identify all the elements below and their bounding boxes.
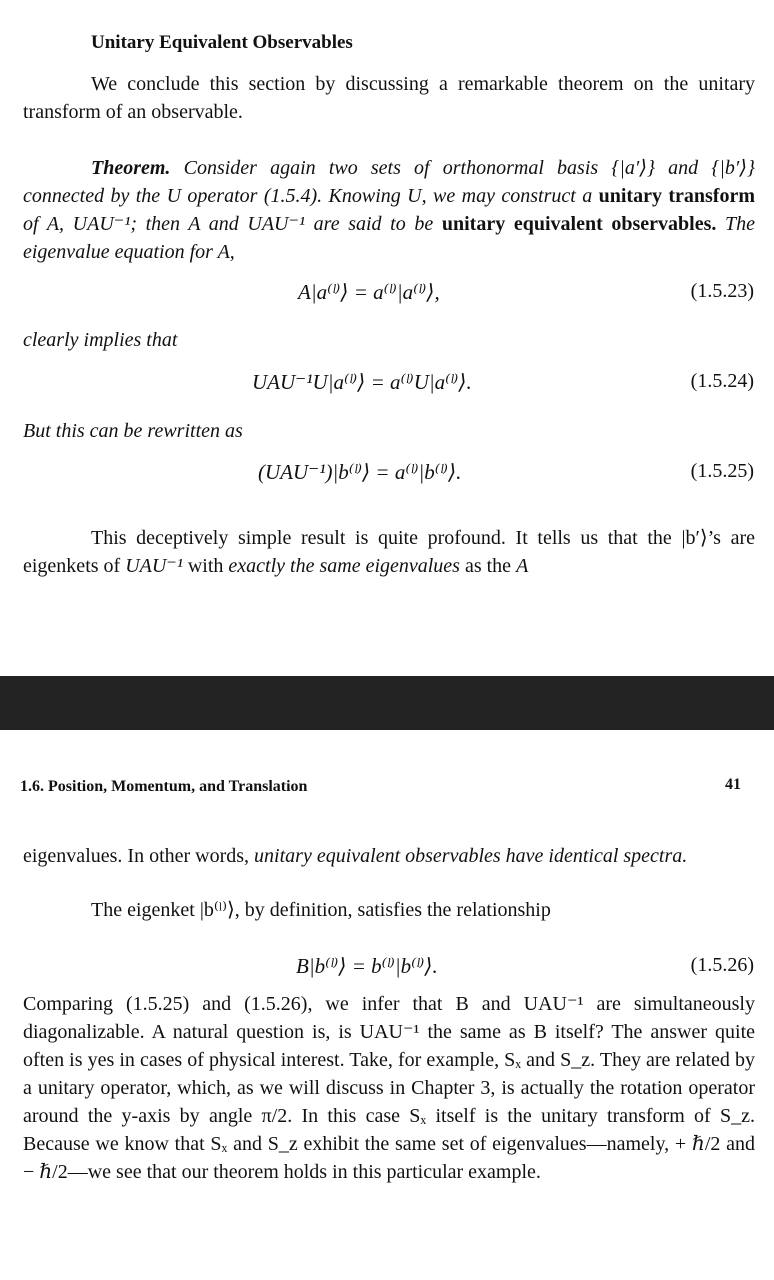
closing-text-5: exactly the same eigenvalues — [228, 555, 460, 577]
theorem-label: Theorem. — [91, 157, 171, 179]
continuation-emphasis: unitary equivalent observables have identical spectra. — [254, 845, 688, 867]
closing-text-3: UAU⁻¹ — [125, 555, 183, 577]
theorem-paragraph — [23, 154, 755, 266]
equation-number: (1.5.25) — [690, 460, 754, 482]
continuation-paragraph — [23, 842, 755, 870]
page-number: 41 — [725, 776, 741, 793]
equation-expression: (UAU⁻¹)|b⁽ˡ⁾⟩ = a⁽ˡ⁾|b⁽ˡ⁾⟩. — [258, 460, 462, 484]
theorem-bold-1: unitary transform — [598, 185, 755, 207]
page-divider-bar — [0, 676, 774, 730]
theorem-bold-2: unitary equivalent observables. — [441, 213, 717, 235]
intro-paragraph: We conclude this section by discussing a remarkable theorem on the unitary transform of an observable. — [23, 73, 755, 123]
equation-expression: A|a⁽ˡ⁾⟩ = a⁽ˡ⁾|a⁽ˡ⁾⟩, — [298, 280, 440, 304]
theorem-text-2: of A, UAU⁻¹; then A and UAU⁻¹ are said to be — [23, 213, 442, 235]
equation-number: (1.5.26) — [690, 954, 754, 976]
connector-text: clearly implies that — [23, 329, 178, 351]
bottom-page — [0, 730, 774, 1280]
eigenket-paragraph: The eigenket |b⁽ˡ⁾⟩, by definition, satisfies the relationship — [91, 899, 551, 921]
running-head: 1.6. Position, Momentum, and Translation — [20, 778, 308, 795]
equation-number: (1.5.24) — [690, 370, 754, 392]
equation-expression: UAU⁻¹U|a⁽ˡ⁾⟩ = a⁽ˡ⁾U|a⁽ˡ⁾⟩. — [252, 370, 472, 394]
theorem-text-3: The eigenvalue equation for A, — [23, 213, 755, 263]
theorem-text-1: Consider again two sets of orthonormal basis {|a′⟩} and {|b′⟩} connected by the U operator (1.5.4). Knowing U, we may construct a — [23, 157, 755, 207]
closing-text-4: with — [182, 555, 229, 577]
comparison-paragraph: Comparing (1.5.25) and (1.5.26), we infer that B and UAU⁻¹ are simultaneously diagonalizable. A natural question is, is UAU⁻¹ the same as B itself? The answer quite often is yes in cases of physical interest. Take, for example, Sₓ and S_z. They are related by a unitary operator, which, as we will discuss in Chapter 3, is actually the rotation operator around the y-axis by angle π/2. In this case Sₓ itself is the unitary transform of S_z. Because we know that Sₓ and S_z exhibit the same set of eigenvalues—namely, + ℏ/2 and − ℏ/2—we see that our theorem holds in this particular example. — [23, 993, 755, 1183]
section-heading: Unitary Equivalent Observables — [91, 32, 353, 53]
closing-paragraph — [23, 524, 755, 580]
closing-text-7: A — [516, 555, 529, 577]
continuation-text: eigenvalues. In other words, — [23, 845, 255, 867]
connector-text: But this can be rewritten as — [23, 420, 243, 442]
equation-expression: B|b⁽ˡ⁾⟩ = b⁽ˡ⁾|b⁽ˡ⁾⟩. — [296, 954, 438, 978]
closing-text-1: This deceptively simple result is quite profound. It tells us that the — [91, 527, 682, 549]
closing-text-6: as the — [459, 555, 517, 577]
equation-number: (1.5.23) — [690, 280, 754, 302]
closing-text-2: |b′⟩’s are eigenkets of — [23, 527, 756, 577]
